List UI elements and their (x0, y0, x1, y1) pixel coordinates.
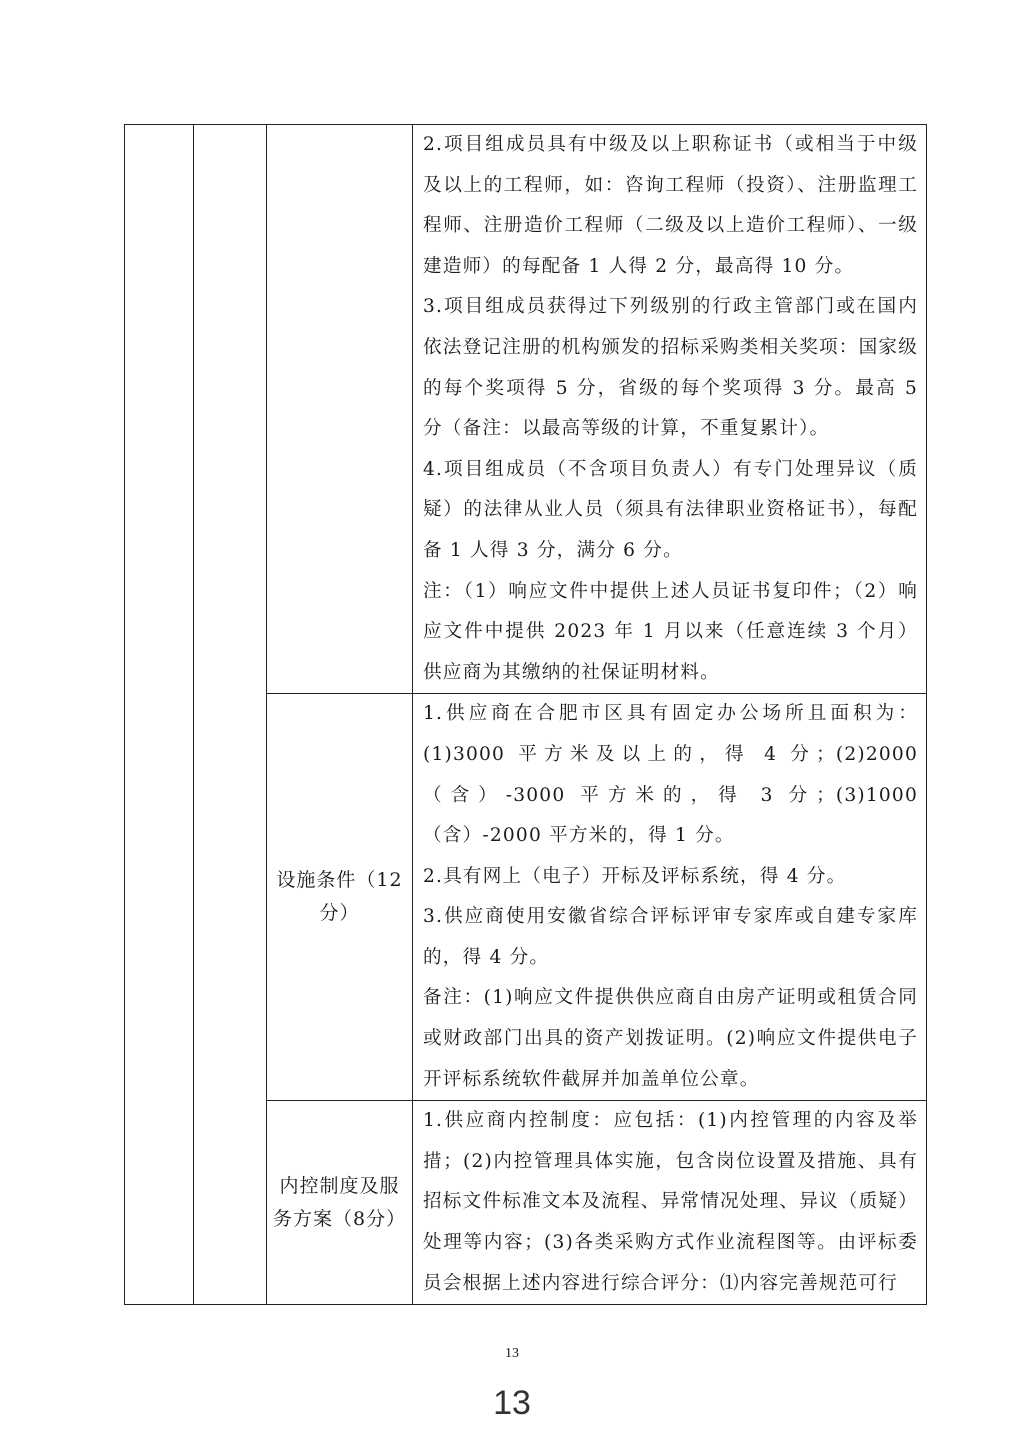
empty-cell-col2 (194, 125, 267, 1305)
criteria-text: 1.供应商内控制度：应包括：(1)内控管理的内容及举措；(2)内控管理具体实施，包含岗位设置及措施、具有招标文件标准文本及流程、异常情况处理、异议（质疑）处理等内容；(3)各类采购方式作业流程图等。由评标委员会根据上述内容进行综合评分：⑴内容完善规范可行 (423, 1110, 918, 1294)
criteria-text: 3.项目组成员获得过下列级别的行政主管部门或在国内依法登记注册的机构颁发的招标采购类相关奖项：国家级的每个奖项得 5 分，省级的每个奖项得 3 分。最高 5 分（备注：以最高等级的计算，不重复累计）。 (423, 296, 918, 440)
empty-cell-col3 (267, 125, 413, 694)
criteria-text: 1.供应商在合肥市区具有固定办公场所且面积为：(1)3000 平方米及以上的，得 4 分；(2)2000（含）-3000 平方米的，得 3 分；(3)1000（含）-2000 平方米的，得 1 分。 (423, 703, 918, 847)
criteria-note: 备注：(1)响应文件提供供应商自由房产证明或租赁合同或财政部门出具的资产划拨证明。(2)响应文件提供电子开评标系统软件截屏并加盖单位公章。 (423, 987, 918, 1090)
criteria-text: 2.项目组成员具有中级及以上职称证书（或相当于中级及以上的工程师，如：咨询工程师（投资）、注册监理工程师、注册造价工程师（二级及以上造价工程师）、一级建造师）的每配备 1 人得 2 分，最高得 10 分。 (423, 134, 918, 277)
scoring-table (124, 124, 927, 1305)
category-label-control: 内控制度及服务方案（8分） (267, 1101, 413, 1305)
page-number-large: 13 (493, 1384, 531, 1422)
facility-criteria-cell (413, 694, 927, 1101)
page-number: 13 (505, 1346, 519, 1361)
table-row (125, 125, 927, 694)
staff-criteria-cell (413, 125, 927, 694)
criteria-text: 3.供应商使用安徽省综合评标评审专家库或自建专家库的，得 4 分。 (423, 906, 918, 968)
criteria-note: 注：（1）响应文件中提供上述人员证书复印件；（2）响应文件中提供 2023 年 1 月以来（任意连续 3 个月）供应商为其缴纳的社保证明材料。 (423, 580, 918, 683)
control-criteria-cell (413, 1101, 927, 1305)
criteria-text: 2.具有网上（电子）开标及评标系统，得 4 分。 (423, 865, 847, 887)
category-label-facility: 设施条件（12分） (267, 694, 413, 1101)
empty-cell-col1 (125, 125, 194, 1305)
criteria-text: 4.项目组成员（不含项目负责人）有专门处理异议（质疑）的法律从业人员（须具有法律职业资格证书），每配备 1 人得 3 分，满分 6 分。 (423, 458, 918, 561)
